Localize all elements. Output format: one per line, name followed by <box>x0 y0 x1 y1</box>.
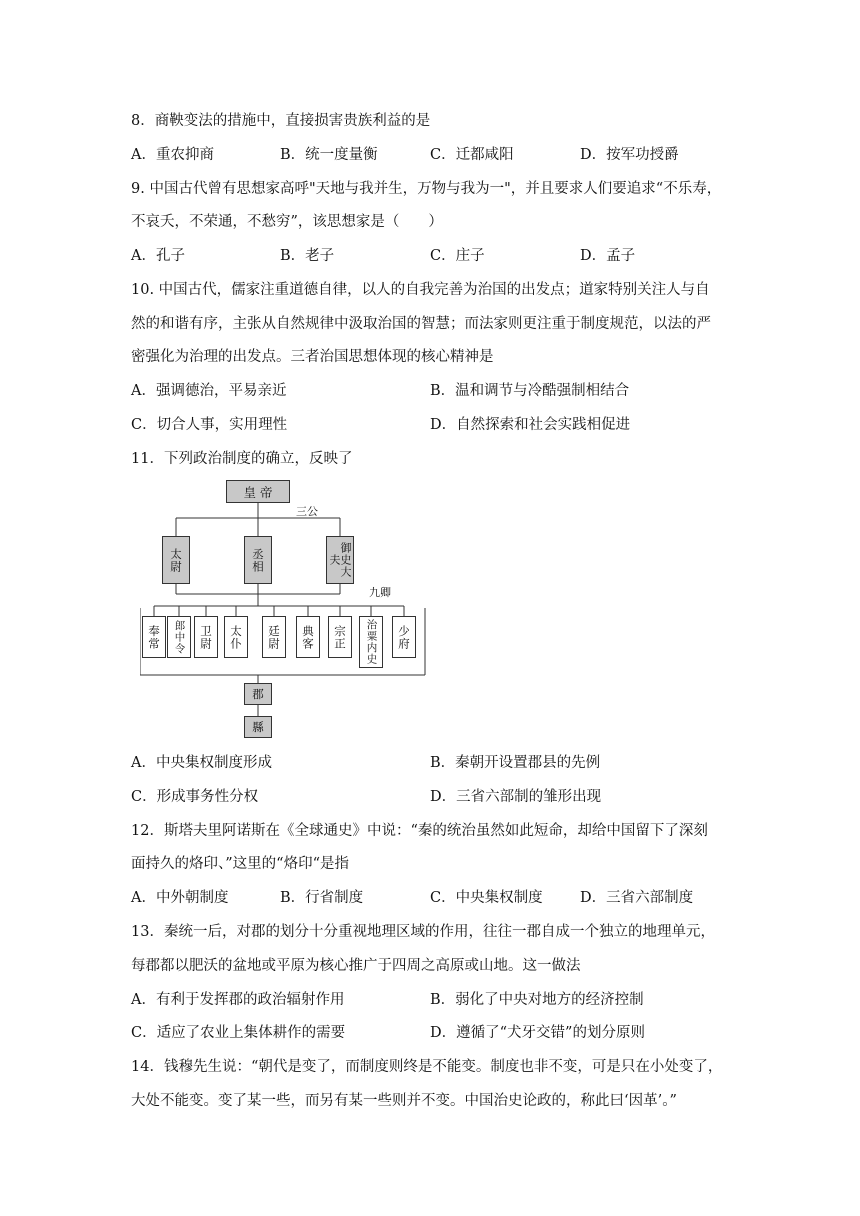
jiuqing-label: 九卿 <box>369 586 391 599</box>
jiuqing-tingwei: 廷尉 <box>262 616 286 658</box>
question-10-stem-line3: 密强化为治理的出发点。三者治国思想体现的核心精神是 <box>131 349 494 365</box>
q11-option-d: D．三省六部制的雏形出现 <box>430 789 602 805</box>
sangong-yushidafu: 御史大夫 <box>326 536 354 584</box>
question-12-stem-line2: 面持久的烙印、”这里的“烙印“是指 <box>131 856 349 872</box>
jiuqing-zhisuneishi: 治粟内史 <box>359 616 383 668</box>
question-10-stem-line1: 10. 中国古代，儒家注重道德自律，以人的自我完善为治国的出发点；道家特别关注人与自 <box>131 282 710 298</box>
q11-option-b: B．秦朝开设置郡县的先例 <box>430 755 601 771</box>
q8-option-d: D．按军功授爵 <box>580 147 679 163</box>
q12-option-b: B．行省制度 <box>280 890 364 906</box>
q8-option-c: C．迁都咸阳 <box>430 147 514 163</box>
q8-option-a: A．重农抑商 <box>131 147 214 163</box>
question-13-stem-line1: 13．秦统一后，对郡的划分十分重视地理区域的作用，往往一郡自成一个独立的地理单元， <box>131 924 715 940</box>
jiuqing-fengchang: 奉常 <box>142 616 166 658</box>
jun-box: 郡 <box>244 683 272 705</box>
q10-option-c: C．切合人事，实用理性 <box>131 417 288 433</box>
q11-option-c: C．形成事务性分权 <box>131 789 259 805</box>
sangong-label: 三公 <box>296 505 318 518</box>
question-9-stem-line2: 不哀夭，不荣通，不愁穷”，该思想家是（ ） <box>131 214 443 230</box>
emperor-box: 皇 帝 <box>226 480 290 503</box>
q13-option-a: A．有利于发挥郡的政治辐射作用 <box>131 992 345 1008</box>
question-12-stem-line1: 12．斯塔夫里阿诺斯在《全球通史》中说：“秦的统治虽然如此短命，却给中国留下了深刻 <box>131 823 708 839</box>
q12-option-d: D．三省六部制度 <box>580 890 694 906</box>
q12-option-c: C．中央集权制度 <box>430 890 543 906</box>
q13-option-c: C．适应了农业上集体耕作的需要 <box>131 1025 346 1041</box>
question-9-stem-line1 <box>131 179 731 199</box>
q9-option-a: A．孔子 <box>131 248 185 264</box>
jiuqing-taipu: 太仆 <box>224 616 248 658</box>
sangong-taiwei: 太尉 <box>162 536 190 584</box>
jiuqing-shaofu: 少府 <box>392 616 416 658</box>
question-10-stem-line2: 然的和谐有序，主张从自然规律中汲取治国的智慧；而法家则更注重于制度规范，以法的严 <box>131 316 711 332</box>
q8-option-b: B．统一度量衡 <box>280 147 378 163</box>
q9-option-b: B．老子 <box>280 248 335 264</box>
sangong-chengxiang: 丞相 <box>244 536 272 584</box>
q13-option-d: D．遵循了“犬牙交错”的划分原则 <box>430 1025 645 1041</box>
q13-option-b: B．弱化了中央对地方的经济控制 <box>430 992 644 1008</box>
q9-option-d: D．孟子 <box>580 248 636 264</box>
question-11-stem: 11．下列政治制度的确立，反映了 <box>131 451 353 467</box>
question-14-stem-line2: 大处不能变。变了某一些，而另有某一些则并不变。中国治史论政的，称此曰‘因革’。” <box>131 1093 677 1109</box>
jiuqing-zongzheng: 宗正 <box>328 616 352 658</box>
q10-option-a: A．强调德治，平易亲近 <box>131 383 287 399</box>
jiuqing-langzhongling: 郎中令 <box>167 616 191 658</box>
diagram-connector-lines <box>140 478 430 743</box>
question-13-stem-line2: 每郡都以肥沃的盆地或平原为核心推广于四周之高原或山地。这一做法 <box>131 958 581 974</box>
question-8-stem: 8．商鞅变法的措施中，直接损害贵族利益的是 <box>131 113 431 129</box>
qin-government-diagram <box>140 478 430 743</box>
question-14-stem-line1: 14．钱穆先生说：“朝代是变了，而制度则终是不能变。制度也非不变，可是只在小处变了， <box>131 1059 723 1075</box>
q9-line1-text: 9. 中国古代曾有思想家高呼"天地与我并生，万物与我为一"，并且要求人们要追求“不乐寿， <box>131 181 722 197</box>
xian-box: 縣 <box>244 716 272 738</box>
q10-option-d: D．自然探索和社会实践相促进 <box>430 417 631 433</box>
jiuqing-weiwei: 卫尉 <box>194 616 218 658</box>
q12-option-a: A．中外朝制度 <box>131 890 229 906</box>
jiuqing-dianke: 典客 <box>296 616 320 658</box>
q10-option-b: B．温和调节与冷酷强制相结合 <box>430 383 630 399</box>
q11-option-a: A．中央集权制度形成 <box>131 755 272 771</box>
q9-option-c: C．庄子 <box>430 248 485 264</box>
